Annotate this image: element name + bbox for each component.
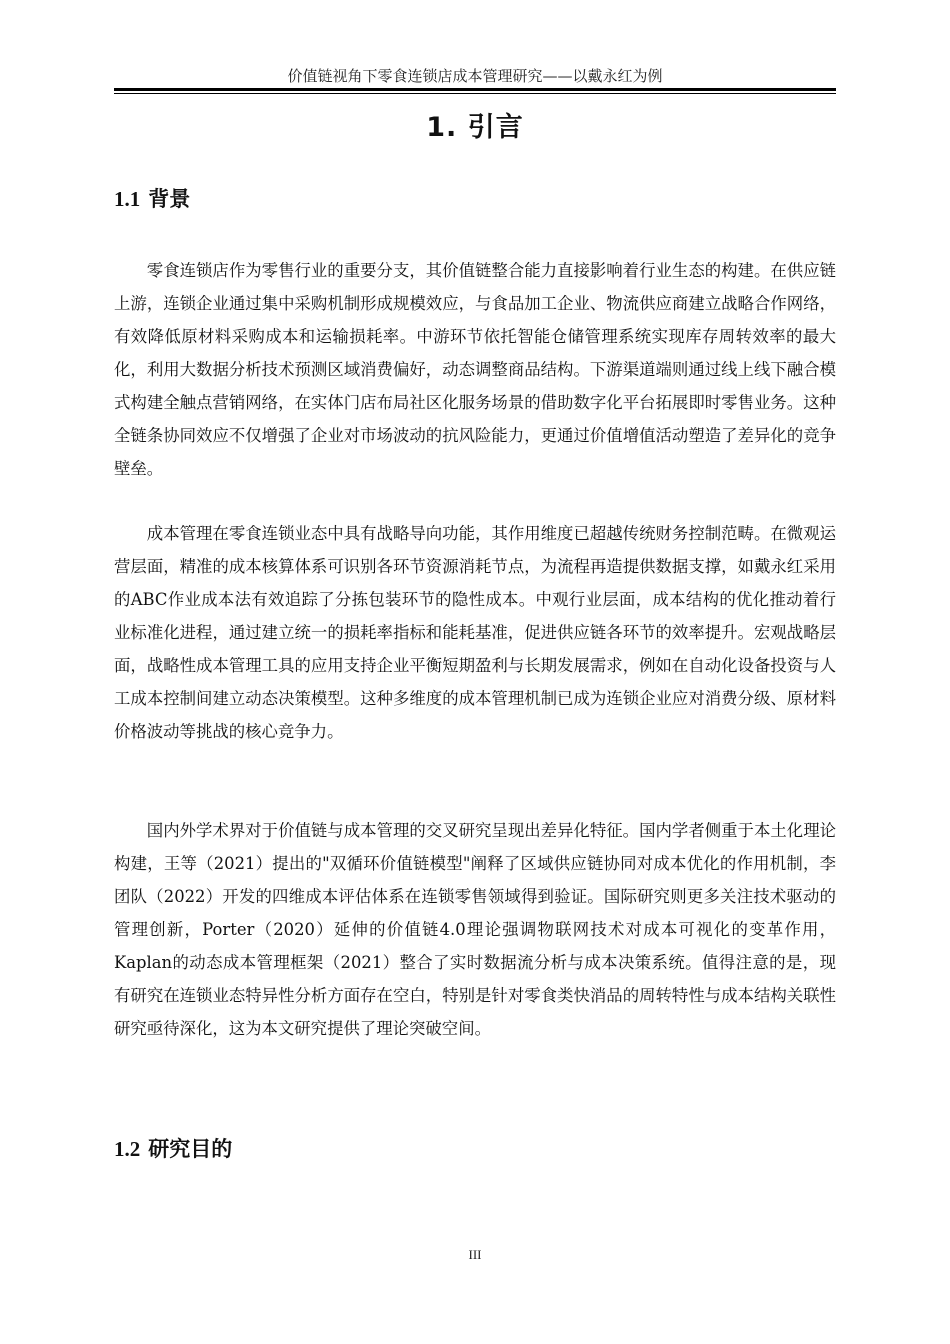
chapter-title: 1. 引言 bbox=[426, 112, 524, 143]
header-rule-thin bbox=[114, 93, 836, 94]
section-title: 研究目的 bbox=[148, 1137, 233, 1161]
header-rule-thick bbox=[114, 88, 836, 91]
section-number: 1.2 bbox=[114, 1137, 141, 1161]
running-header: 价值链视角下零食连锁店成本管理研究——以戴永红为例 bbox=[287, 67, 663, 85]
section-title: 背景 bbox=[148, 187, 191, 211]
page-number: III bbox=[468, 1247, 482, 1262]
body-paragraph-2: 成本管理在零食连锁业态中具有战略导向功能，其作用维度已超越传统财务控制范畴。在微观运营层面，精准的成本核算体系可识别各环节资源消耗节点，为流程再造提供数据支撑，如戴永红采用的ABC作业成本法有效追踪了分拣包装环节的隐性成本。中观行业层面，成本结构的优化推动着行业标准化进程，通过建立统一的损耗率指标和能耗基准，促进供应链各环节的效率提升。宏观战略层面，战略性成本管理工具的应用支持企业平衡短期盈利与长期发展需求，例如在自动化设备投资与人工成本控制间建立动态决策模型。这种多维度的成本管理机制已成为连锁企业应对消费分级、原材料价格波动等挑战的核心竞争力。 bbox=[114, 524, 836, 741]
section-heading-background bbox=[114, 184, 836, 214]
body-paragraph-1: 零食连锁店作为零售行业的重要分支，其价值链整合能力直接影响着行业生态的构建。在供应链上游，连锁企业通过集中采购机制形成规模效应，与食品加工企业、物流供应商建立战略合作网络，有效降低原材料采购成本和运输损耗率。中游环节依托智能仓储管理系统实现库存周转效率的最大化，利用大数据分析技术预测区域消费偏好，动态调整商品结构。下游渠道端则通过线上线下融合模式构建全触点营销网络，在实体门店布局社区化服务场景的借助数字化平台拓展即时零售业务。这种全链条协同效应不仅增强了企业对市场波动的抗风险能力，更通过价值增值活动塑造了差异化的竞争壁垒。 bbox=[114, 261, 836, 478]
section-number: 1.1 bbox=[114, 187, 141, 211]
body-paragraph-3: 国内外学术界对于价值链与成本管理的交叉研究呈现出差异化特征。国内学者侧重于本土化理论构建，王等（2021）提出的"双循环价值链模型"阐释了区域供应链协同对成本优化的作用机制，李团队（2022）开发的四维成本评估体系在连锁零售领域得到验证。国际研究则更多关注技术驱动的管理创新，Porter（2020）延伸的价值链4.0理论强调物联网技术对成本可视化的变革作用，Kaplan的动态成本管理框架（2021）整合了实时数据流分析与成本决策系统。值得注意的是，现有研究在连锁业态特异性分析方面存在空白，特别是针对零食类快消品的周转特性与成本结构关联性研究亟待深化，这为本文研究提供了理论突破空间。 bbox=[114, 821, 836, 1038]
section-heading-research-purpose bbox=[114, 1134, 836, 1164]
